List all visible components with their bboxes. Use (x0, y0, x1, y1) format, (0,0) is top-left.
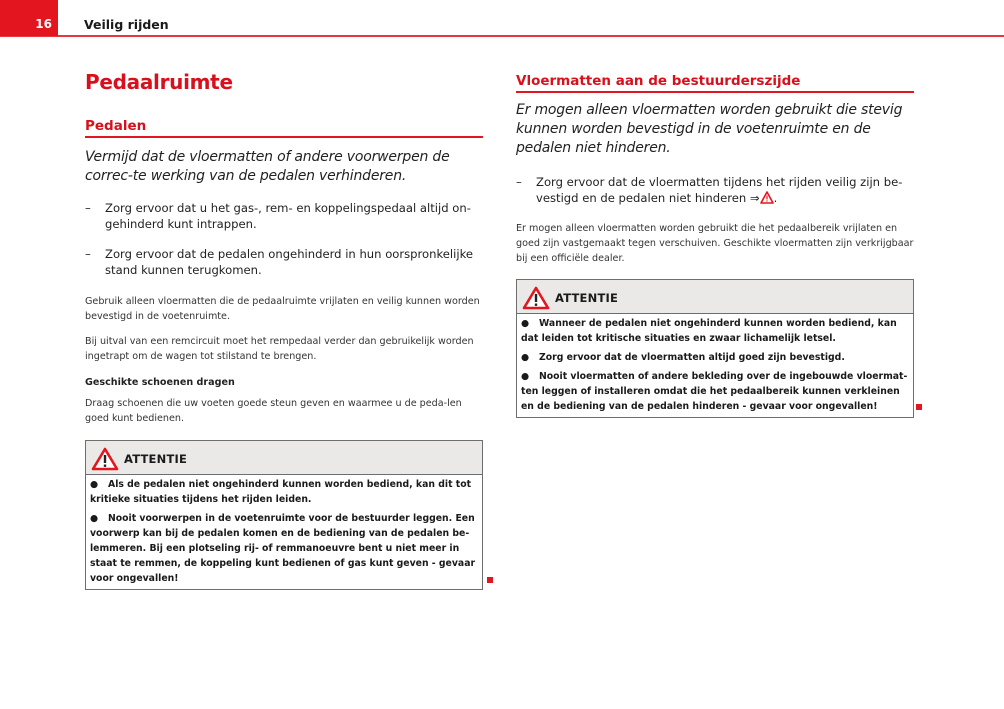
bullet-dot: ● (90, 479, 99, 490)
list-item-text: Zorg ervoor dat de vloermatten tijdens het rijden veilig zijn be-vestigd en de pedalen niet hinderen ⇒ (536, 175, 903, 205)
bullet-dot: ● (521, 318, 530, 329)
warning-item (521, 369, 909, 414)
warning-triangle-icon (522, 286, 550, 310)
section-heading-vloermatten: Vloermatten aan de bestuurderszijde (516, 73, 914, 93)
warning-title: ATTENTIE (124, 452, 188, 466)
chapter-title: Veilig rijden (84, 17, 169, 32)
bullet-dot: ● (521, 371, 530, 382)
list-item (516, 174, 914, 206)
warning-item (90, 511, 478, 586)
list-item-text: Zorg ervoor dat de pedalen ongehinderd in hun oorspronkelijke stand kunnen terugkomen. (105, 247, 474, 277)
paragraph: Draag schoenen die uw voeten goede steun geven en waarmee u de peda-len goed kunt bedienen. (85, 398, 462, 424)
warning-item-text: Zorg ervoor dat de vloermatten altijd goed zijn bevestigd. (539, 352, 845, 363)
bullet-dot: ● (90, 513, 99, 524)
warning-body (86, 475, 482, 589)
list-item-suffix: . (773, 191, 778, 205)
dash-marker: – (516, 175, 522, 189)
bullet-dot: ● (521, 352, 530, 363)
warning-item (90, 477, 478, 507)
warning-body (517, 314, 913, 417)
warning-reference-icon[interactable] (760, 191, 774, 204)
dash-marker: – (85, 201, 91, 215)
end-of-section-marker (916, 404, 922, 410)
list-item-text: Zorg ervoor dat u het gas-, rem- en koppelingspedaal altijd on-gehinderd kunt intrappen. (105, 201, 471, 231)
warning-item-text: Als de pedalen niet ongehinderd kunnen worden bediend, kan dit tot kritieke situaties tijdens het rijden leiden. (90, 479, 472, 505)
bullet-list (85, 200, 483, 292)
warning-item-text: Wanneer de pedalen niet ongehinderd kunnen worden bediend, kan dat leiden tot kritische situaties en zwaar lichamelijk letsel. (521, 318, 897, 344)
header-divider (0, 35, 1004, 37)
warning-item (521, 316, 909, 346)
warning-item-text: Nooit vloermatten of andere bekleding over de ingebouwde vloermat-ten leggen of installeren omdat die het pedaalbereik kunnen verkleinen en de bediening van de pedalen hinderen - gevaar voor ongevallen! (521, 371, 908, 412)
warning-triangle-icon (91, 447, 119, 471)
warning-title: ATTENTIE (555, 291, 619, 305)
section-heading-pedalen: Pedalen (85, 118, 483, 138)
paragraph: Er mogen alleen vloermatten worden gebruikt die het pedaalbereik vrijlaten en goed zijn vastgemaakt tegen verschuiven. Geschikte vloermatten zijn verkrijgbaar bij een officiële dealer. (516, 223, 914, 264)
page-number-tab (0, 0, 58, 36)
warning-header (86, 441, 482, 475)
warning-item-text: Nooit voorwerpen in de voetenruimte voor de bestuurder leggen. Een voorwerp kan bij de pedalen komen en de bediening van de pedalen be-lemmeren. Bij een plotseling rij- of remmanoeuvre bent u niet meer in staat te remmen, de koppeling kunt bedienen of gas kunt geven - gevaar voor ongevallen! (90, 513, 476, 584)
page-number: 16 (35, 17, 52, 31)
subheading: Geschikte schoenen dragen (85, 377, 235, 388)
list-item (85, 200, 483, 232)
end-of-section-marker (487, 577, 493, 583)
warning-item (521, 350, 909, 365)
intro-text: Er mogen alleen vloermatten worden gebruikt die stevig kunnen worden bevestigd in de voetenruimte en de pedalen niet hinderen. (516, 102, 903, 156)
page-title: Pedaalruimte (85, 70, 233, 94)
warning-header (517, 280, 913, 314)
bullet-list (516, 174, 914, 220)
dash-marker: – (85, 247, 91, 261)
warning-box (85, 440, 483, 590)
paragraph: Gebruik alleen vloermatten die de pedaalruimte vrijlaten en veilig kunnen worden bevestigd in de voetenruimte. (85, 296, 480, 322)
intro-text: Vermijd dat de vloermatten of andere voorwerpen de correc-te werking van de pedalen verhinderen. (85, 149, 450, 184)
warning-box (516, 279, 914, 418)
list-item (85, 246, 483, 278)
paragraph: Bij uitval van een remcircuit moet het rempedaal verder dan gebruikelijk worden ingetrapt om de wagen tot stilstand te brengen. (85, 336, 474, 362)
